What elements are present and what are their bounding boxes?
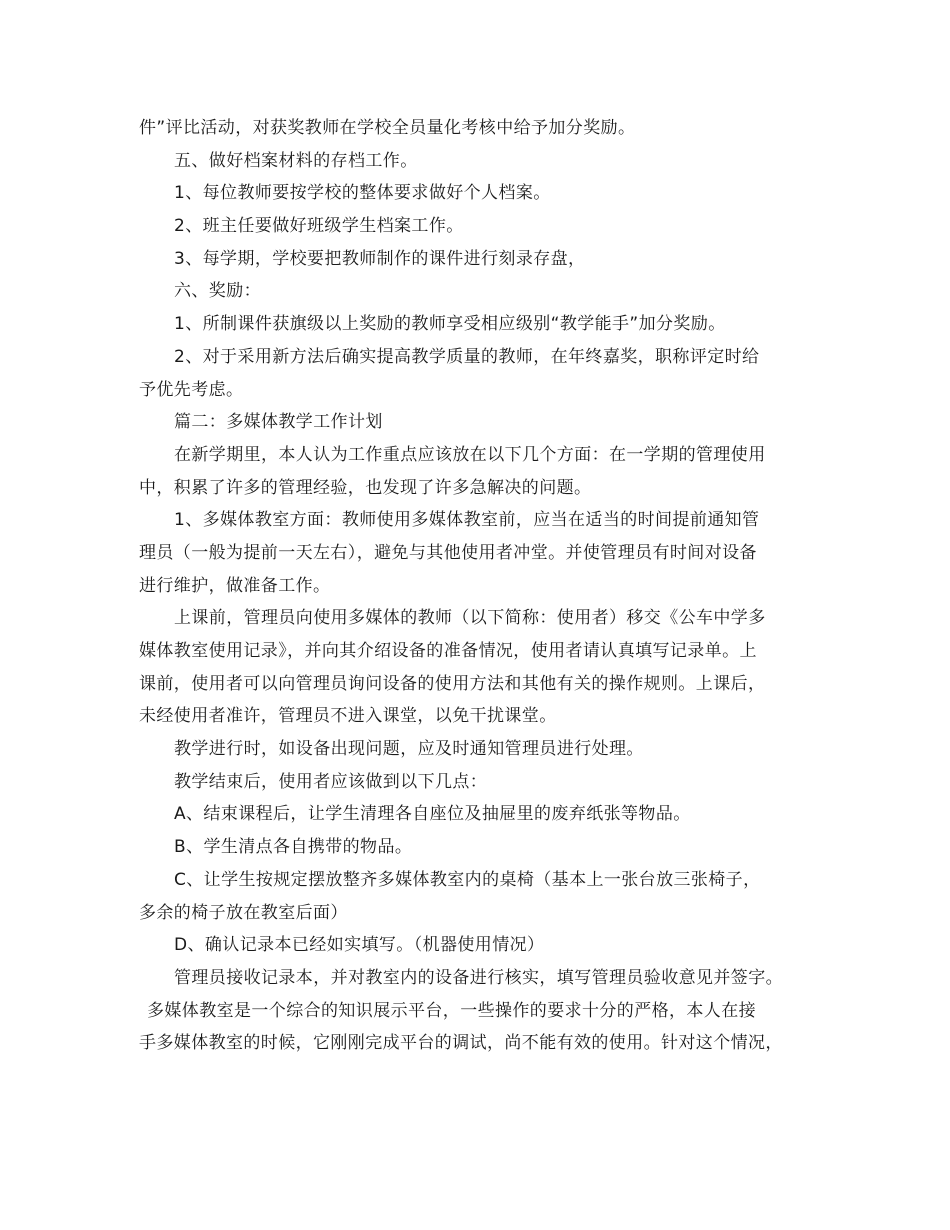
text-line: 媒体教室使用记录》，并向其介绍设备的准备情况，使用者请认真填写记录单。上 <box>139 641 757 661</box>
document-body <box>139 112 829 1060</box>
text-line: 在新学期里，本人认为工作重点应该放在以下几个方面：在一学期的管理使用 <box>174 444 766 465</box>
article-heading: 篇二：多媒体教学工作计划 <box>174 412 383 433</box>
list-item: 1、所制课件获旗级以上奖励的教师享受相应级别“教学能手”加分奖励。 <box>174 314 726 335</box>
list-item: D、确认记录本已经如实填写。（机器使用情况） <box>174 935 545 956</box>
text-line: 中，积累了许多的管理经验，也发现了许多急解决的问题。 <box>139 477 592 498</box>
text-line: 教学进行时，如设备出现问题，应及时通知管理员进行处理。 <box>174 739 644 760</box>
list-item: A、结束课程后，让学生清理各自座位及抽屉里的废弃纸张等物品。 <box>174 804 691 825</box>
text-line: 件”评比活动，对获奖教师在学校全员量化考核中给予加分奖励。 <box>139 118 636 138</box>
text-line: 予优先考虑。 <box>139 379 244 400</box>
text-line: 课前，使用者可以向管理员询问设备的使用方法和其他有关的操作规则。上课后， <box>139 673 766 694</box>
list-item: B、学生清点各自携带的物品。 <box>174 837 413 858</box>
text-line: 多媒体教室是一个综合的知识展示平台，一些操作的要求十分的严格，本人在接 <box>147 1000 756 1021</box>
list-item: C、让学生按规定摆放整齐多媒体教室内的桌椅（基本上一张台放三张椅子， <box>174 869 761 890</box>
list-item: 3、每学期，学校要把教师制作的课件进行刻录存盘， <box>174 248 586 269</box>
text-line: 进行维护，做准备工作。 <box>139 575 331 596</box>
text-line: 多余的椅子放在教室后面） <box>139 902 348 923</box>
list-item: 1、每位教师要按学校的整体要求做好个人档案。 <box>174 183 551 204</box>
text-line: 上课前，管理员向使用多媒体的教师（以下简称：使用者）移交《公车中学多 <box>174 608 766 629</box>
text-line: 未经使用者准许，管理员不进入课堂，以免干扰课堂。 <box>139 706 557 727</box>
list-item: 2、班主任要做好班级学生档案工作。 <box>174 216 464 237</box>
list-item: 2、对于采用新方法后确实提高教学质量的教师，在年终嘉奖，职称评定时给 <box>174 346 760 367</box>
section-heading: 六、奖励： <box>174 281 261 302</box>
text-line: 教学结束后，使用者应该做到以下几点： <box>174 771 488 792</box>
text-line: 手多媒体教室的时候，它刚刚完成平台的调试，尚不能有效的使用。针对这个情况， <box>139 1033 783 1054</box>
list-item: 1、多媒体教室方面：教师使用多媒体教室前，应当在适当的时间提前通知管 <box>174 510 760 531</box>
text-line: 管理员接收记录本，并对教室内的设备进行核实，填写管理员验收意见并签字。 <box>174 967 783 988</box>
text-line: 理员（一般为提前一天左右），避免与其他使用者冲堂。并使管理员有时间对设备 <box>139 542 757 563</box>
section-heading: 五、做好档案材料的存档工作。 <box>174 150 418 171</box>
